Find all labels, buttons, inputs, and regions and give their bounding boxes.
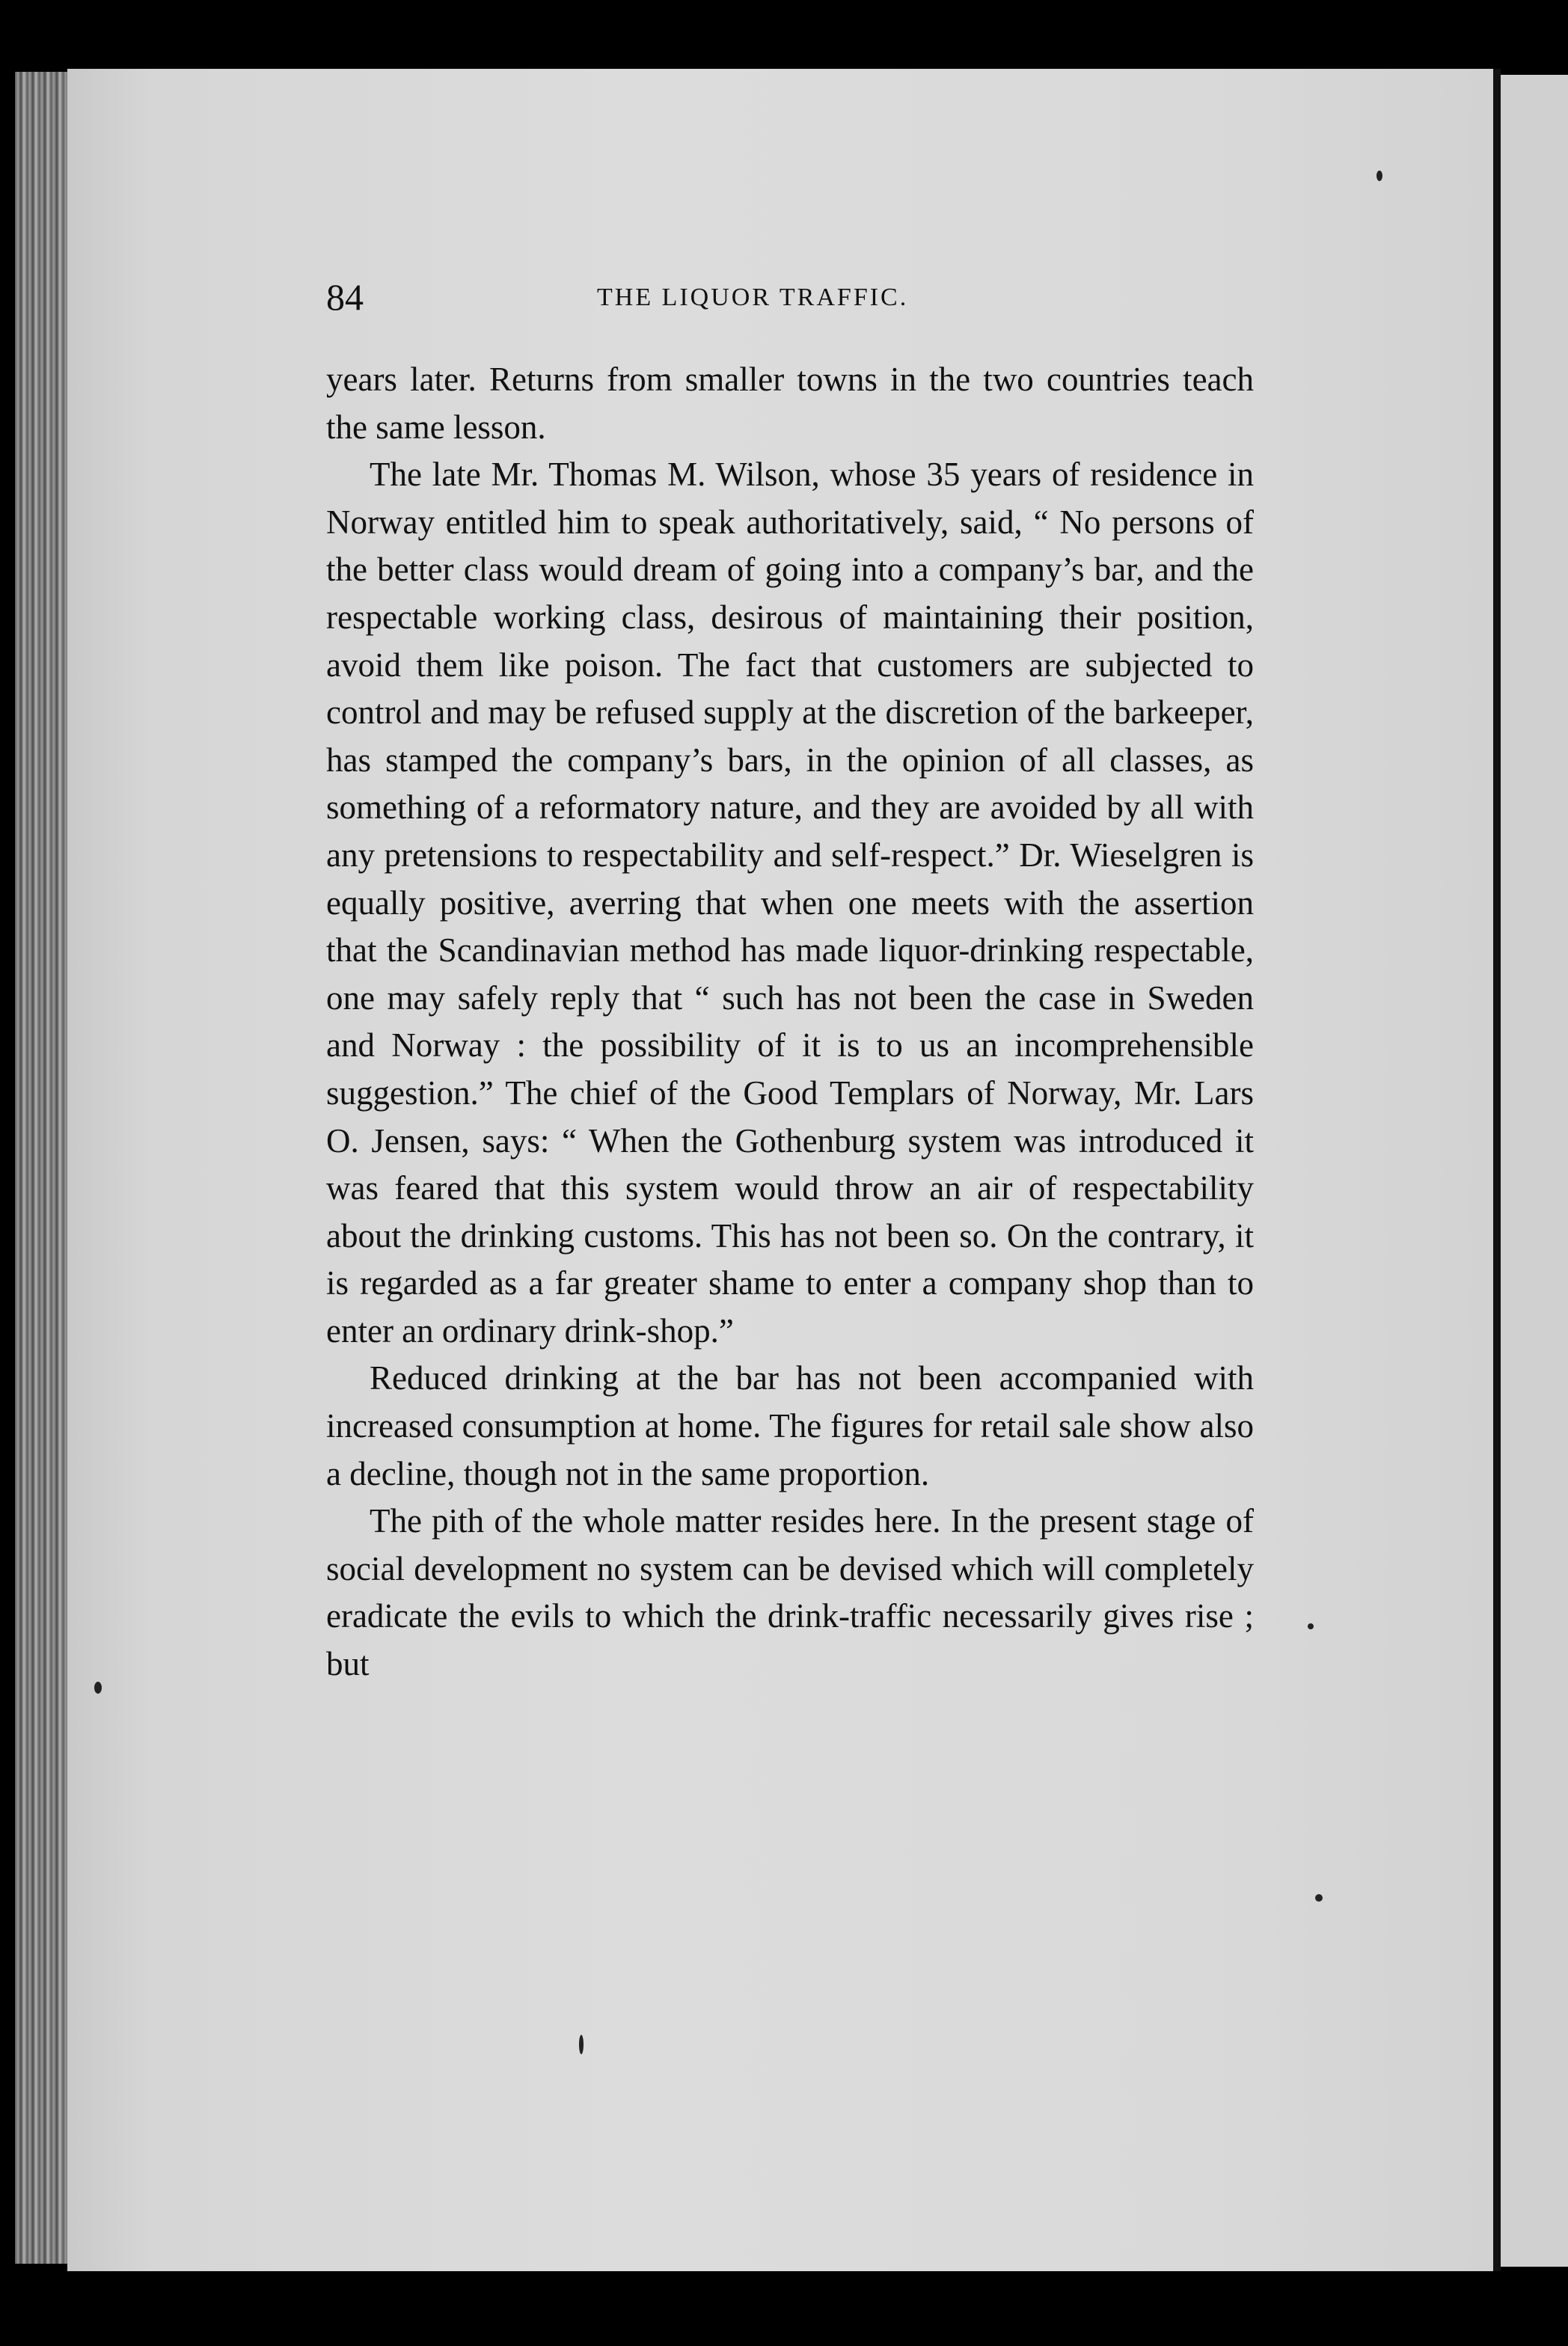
running-title: THE LIQUOR TRAFFIC. bbox=[597, 284, 909, 311]
scan-speck bbox=[579, 2035, 584, 2054]
paragraph-reduced-drinking: Reduced drinking at the bar has not been accompanied with increased consumption at home. The figures for retail sale show also a decline, though not in the same proportion. bbox=[326, 1359, 1254, 1492]
binding-gutter bbox=[1493, 69, 1501, 2271]
adjacent-page-edge bbox=[1501, 75, 1568, 2267]
page-number: 84 bbox=[326, 276, 364, 318]
scan-speck bbox=[1308, 1623, 1314, 1629]
paragraph-continuation: years later. Returns from smaller towns in the two countries teach the same lesson. bbox=[326, 361, 1254, 446]
paragraph-wilson-quote: The late Mr. Thomas M. Wilson, whose 35 years of residence in Norway entitled him to speak authoritatively, said, “ No persons of the better class would dream of going into a company’s bar, and the respectable working class, desirous of maintaining their position, avoid them like poison. The fact that customers are subjected to control and may be refused supply at the discretion of the barkeeper, has stamped the company’s bars, in the opinion of all classes, as something of a reformatory nature, and they are avoided by all with any pretensions to respectability and self-respect.” Dr. Wieselgren is equally positive, averring that when one meets with the assertion that the Scandinavian method has made liquor-drinking respectable, one may safely reply that “ such has not been the case in Sweden and Norway : the possibility of it is to us an incomprehensible suggestion.” The chief of the Good Templars of Norway, Mr. Lars O. Jensen, says: “ When the Gothenburg system was introduced it was feared that this system would throw an air of respectability about the drinking customs. This has not been so. On the contrary, it is regarded as a far greater shame to enter a company shop than to enter an ordinary drink-shop.” bbox=[326, 456, 1254, 1350]
page-header bbox=[326, 271, 1254, 323]
scan-speck bbox=[1315, 1894, 1323, 1902]
scan-speck bbox=[94, 1682, 102, 1694]
body-text bbox=[326, 356, 1254, 1688]
page-edges bbox=[15, 72, 70, 2264]
scan-speck bbox=[1376, 171, 1382, 181]
paragraph-pith-of-matter: The pith of the whole matter resides here. In the present stage of social development no system can be devised which will completely eradicate the evils to which the drink-traffic necessarily gives rise ; but bbox=[326, 1502, 1254, 1683]
scan-border-bottom bbox=[0, 2271, 1568, 2346]
